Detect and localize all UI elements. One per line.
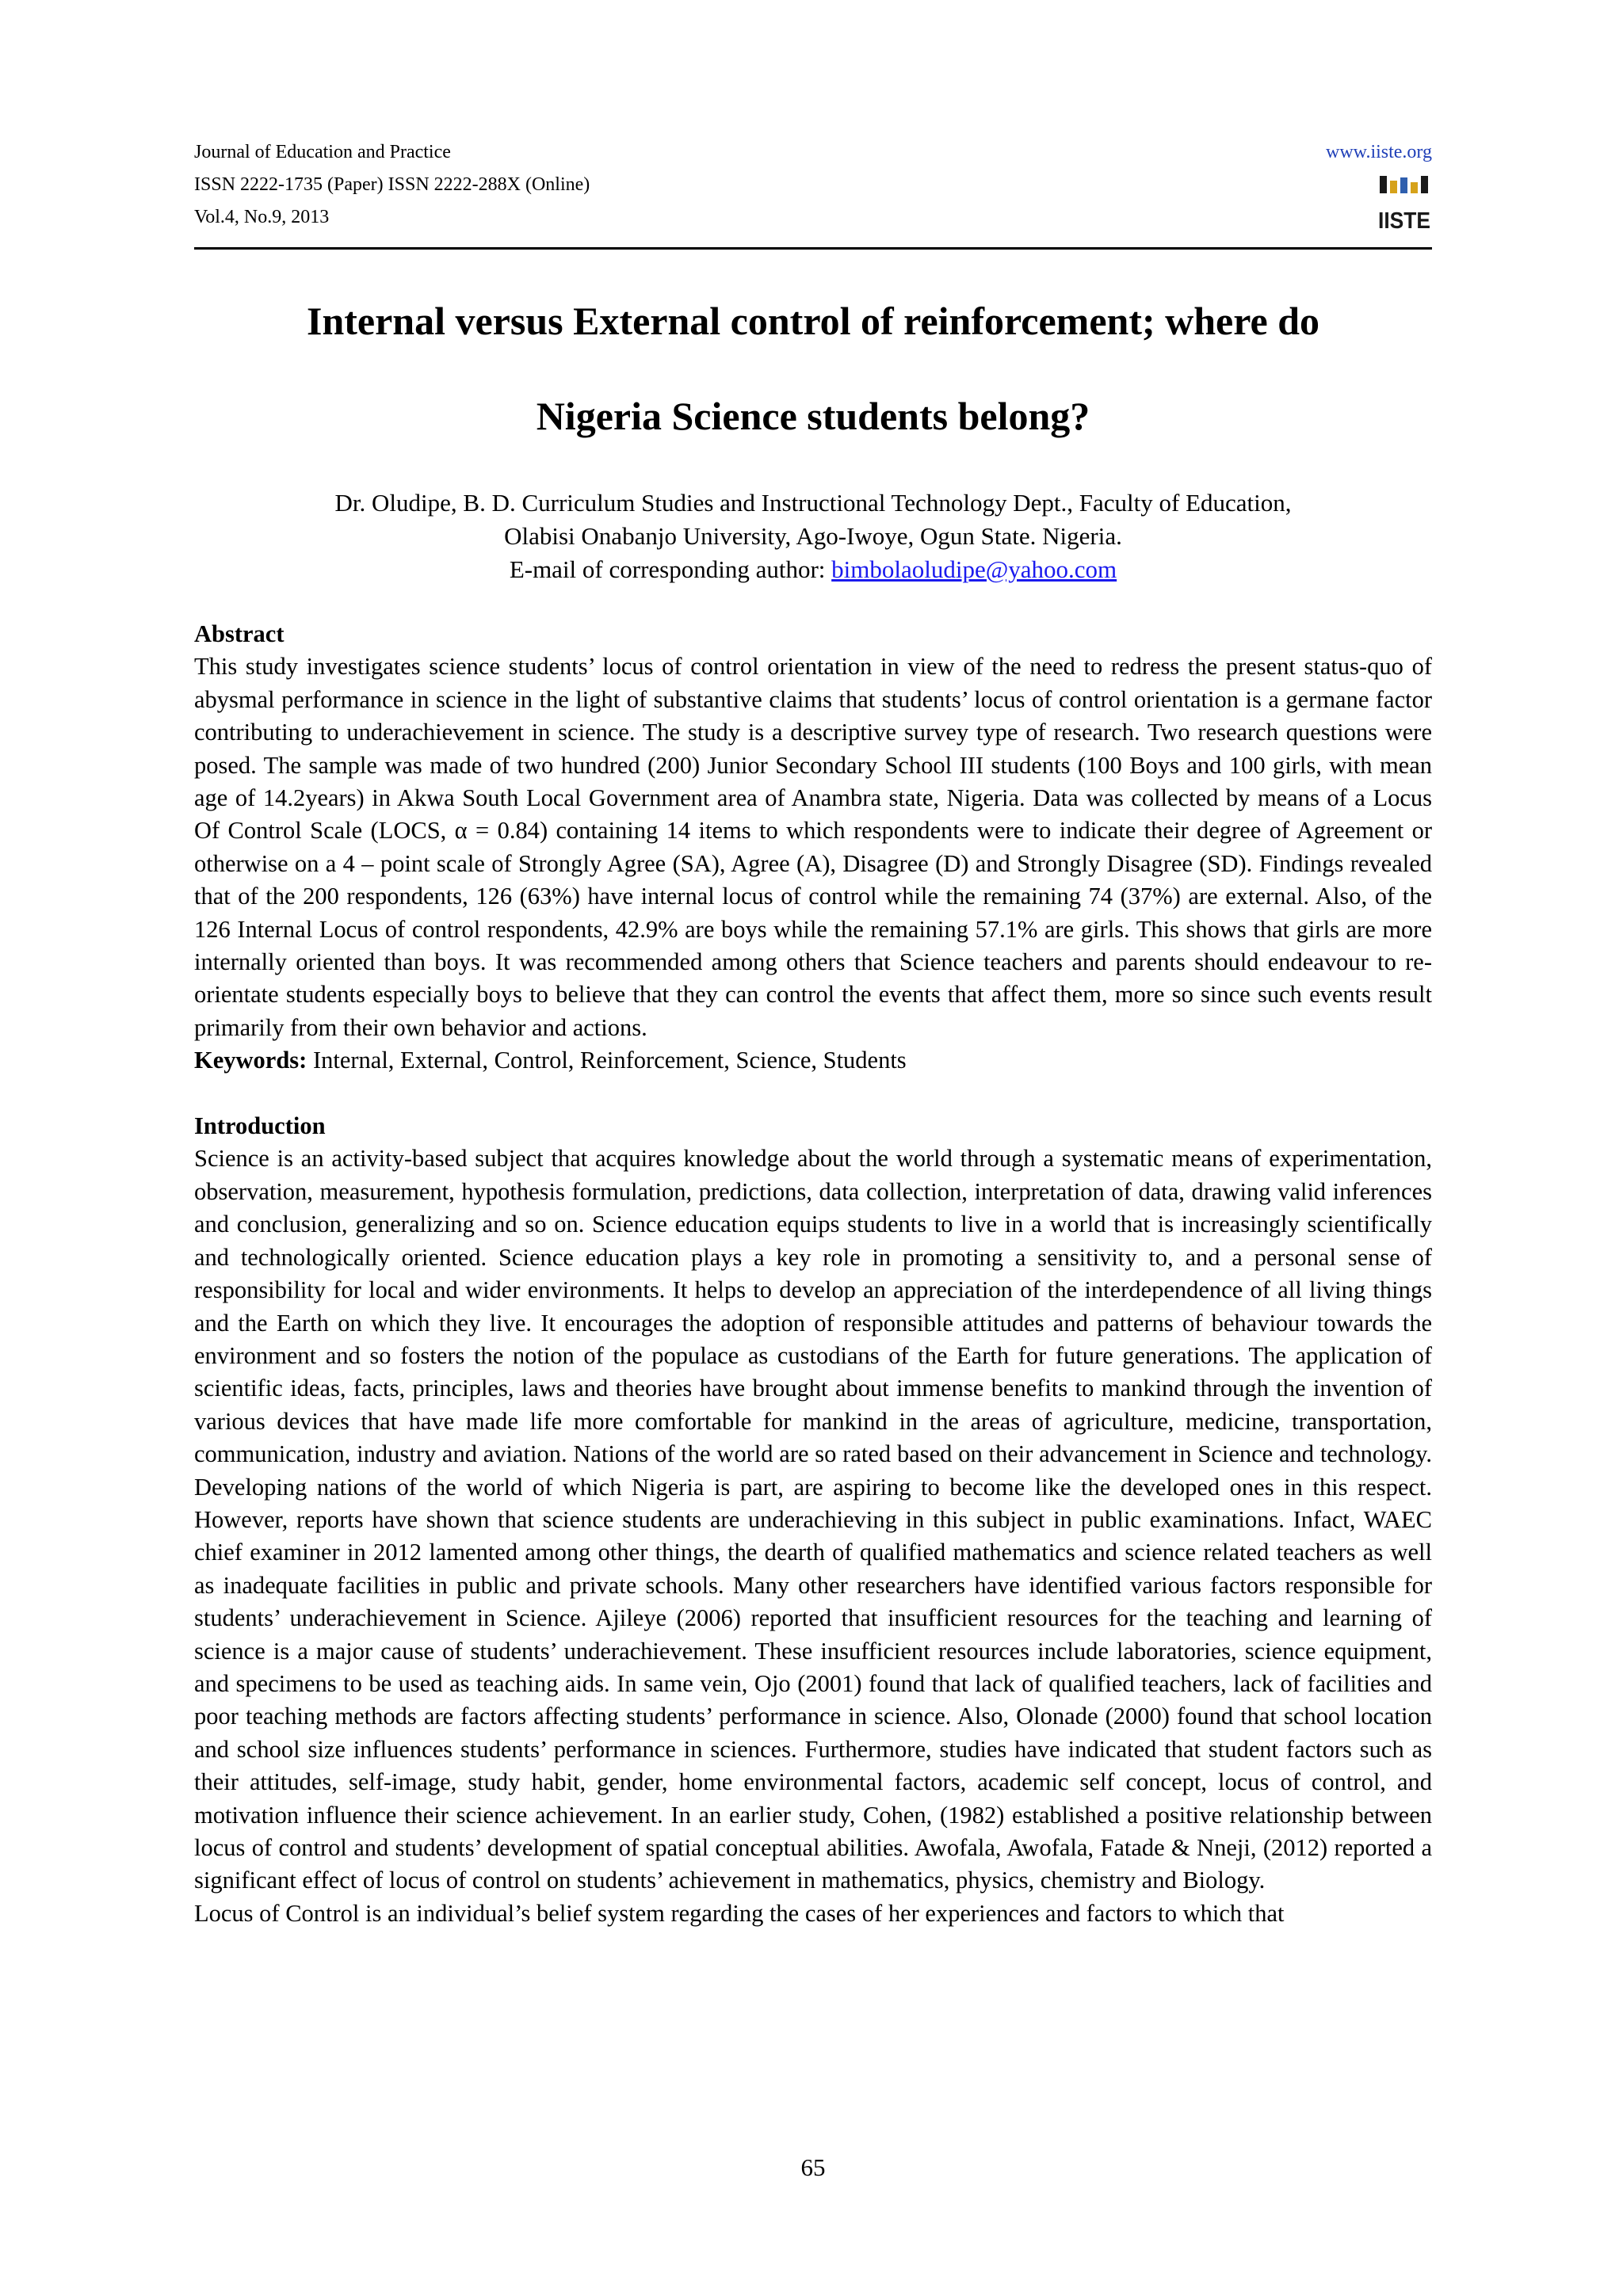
page-number: 65 xyxy=(800,2153,826,2181)
author-affiliation-line-2: Olabisi Onabanjo University, Ago-Iwoye, Ogun State. Nigeria. xyxy=(504,522,1122,550)
journal-volume: Vol.4, No.9, 2013 xyxy=(194,207,330,227)
logo-bar-5 xyxy=(1421,176,1428,193)
email-prefix: E-mail of corresponding author: xyxy=(509,555,832,583)
keywords-line xyxy=(194,1044,1432,1077)
journal-info xyxy=(194,136,590,234)
paper-title xyxy=(194,273,1432,463)
author-affiliation-line-1: Dr. Oludipe, B. D. Curriculum Studies and Instructional Technology Dept., Faculty of Education, xyxy=(334,489,1292,517)
introduction-heading: Introduction xyxy=(194,1112,326,1140)
introduction-paragraph-1: Science is an activity-based subject that acquires knowledge about the world through a systematic means of experimentation, observation, measurement, hypothesis formulation, predictions, data collection, interpretation of data, drawing valid inferences and conclusion, generalizing and so on. Science education equips students to live in a world that is increasingly scientifically and technologically oriented. Science education plays a key role in promoting a sensitivity to, and a personal sense of responsibility for local and wider environments. It helps to develop an appreciation of the interdependence of all living things and the Earth on which they live. It encourages the adoption of responsible attitudes and patterns of behaviour towards the environment and so fosters the notion of the populace as custodians of the Earth for future generations. The application of scientific ideas, facts, principles, laws and theories have brought about immense benefits to mankind through the invention of various devices that have made life more comfortable for mankind in the areas of agriculture, medicine, transportation, communication, industry and aviation. Nations of the world are so rated based on their advancement in Science and technology. Developing nations of the world of which Nigeria is part, are aspiring to become like the developed ones in this respect. However, reports have shown that science students are underachieving in this subject in public examinations. Infact, WAEC chief examiner in 2012 lamented among other things, the dearth of qualified mathematics and science related teachers as well as inadequate facilities in public and private schools. Many other researchers have identified various factors responsible for students’ underachievement in Science. Ajileye (2006) reported that insufficient resources for the teaching and learning of science is a major cause of students’ underachievement. These insufficient resources include laboratories, science equipment, and specimens to be used as teaching aids. In same vein, Ojo (2001) found that lack of qualified teachers, lack of facilities and poor teaching methods are factors affecting students’ performance in science. Also, Olonade (2000) found that school location and school size influences students’ performance in sciences. Furthermore, studies have indicated that student factors such as their attitudes, self-image, study habit, gender, home environmental factors, academic self concept, locus of control, and motivation influence their science achievement. In an earlier study, Cohen, (1982) established a positive relationship between locus of control and students’ development of spatial conceptual abilities. Awofala, Awofala, Fatade & Nneji, (2012) reported a significant effect of locus of control on students’ achievement in mathematics, physics, chemistry and Biology. xyxy=(194,1145,1432,1894)
journal-name: Journal of Education and Practice xyxy=(194,142,451,162)
journal-url-link[interactable]: www.iiste.org xyxy=(1326,142,1432,162)
keywords-text: Internal, External, Control, Reinforcement, Science, Students xyxy=(307,1047,907,1074)
logo-bar-2 xyxy=(1390,181,1397,193)
title-line-2: Nigeria Science students belong? xyxy=(536,394,1090,438)
header-divider xyxy=(194,247,1432,250)
abstract-text: This study investigates science students’ locus of control orientation in view of the need to redress the present status-quo of abysmal performance in science in the light of substantive claims that students’ locus of control orientation is a germane factor contributing to underachievement in science. The study is a descriptive survey type of research. Two research questions were posed. The sample was made of two hundred (200) Junior Secondary School III students (100 Boys and 100 girls, with mean age of 14.2years) in Akwa South Local Government area of Anambra state, Nigeria. Data was collected by means of a Locus Of Control Scale (LOCS, α = 0.84) containing 14 items to which respondents were to indicate their degree of Agreement or otherwise on a 4 – point scale of Strongly Agree (SA), Agree (A), Disagree (D) and Strongly Disagree (SD). Findings revealed that of the 200 respondents, 126 (63%) have internal locus of control while the remaining 74 (37%) are external. Also, of the 126 Internal Locus of control respondents, 42.9% are boys while the remaining 57.1% are girls. This shows that girls are more internally oriented than boys. It was recommended among others that Science teachers and parents should endeavour to re-orientate students especially boys to believe that they can control the events that affect them, more so since such events result primarily from their own behavior and actions. xyxy=(194,653,1432,1041)
title-line-1: Internal versus External control of reinforcement; where do xyxy=(306,299,1320,343)
abstract-heading: Abstract xyxy=(194,620,285,647)
section-gap xyxy=(194,1077,1432,1110)
keywords-label: Keywords: xyxy=(194,1047,307,1074)
paper-body xyxy=(194,618,1432,1930)
author-email-line xyxy=(194,553,1432,586)
journal-issn: ISSN 2222-1735 (Paper) ISSN 2222-288X (Online) xyxy=(194,174,590,195)
author-block xyxy=(194,486,1432,586)
page-header xyxy=(194,136,1432,247)
logo-text: IISTE xyxy=(1378,208,1430,233)
logo-bar-1 xyxy=(1380,176,1387,193)
iiste-logo xyxy=(1377,174,1432,233)
logo-bar-4 xyxy=(1411,182,1418,193)
logo-bar-3 xyxy=(1400,177,1407,193)
email-link[interactable]: bimbolaoludipe@yahoo.com xyxy=(831,555,1117,583)
introduction-paragraph-2: Locus of Control is an individual’s belief system regarding the cases of her experiences and factors to which that xyxy=(194,1899,1285,1927)
